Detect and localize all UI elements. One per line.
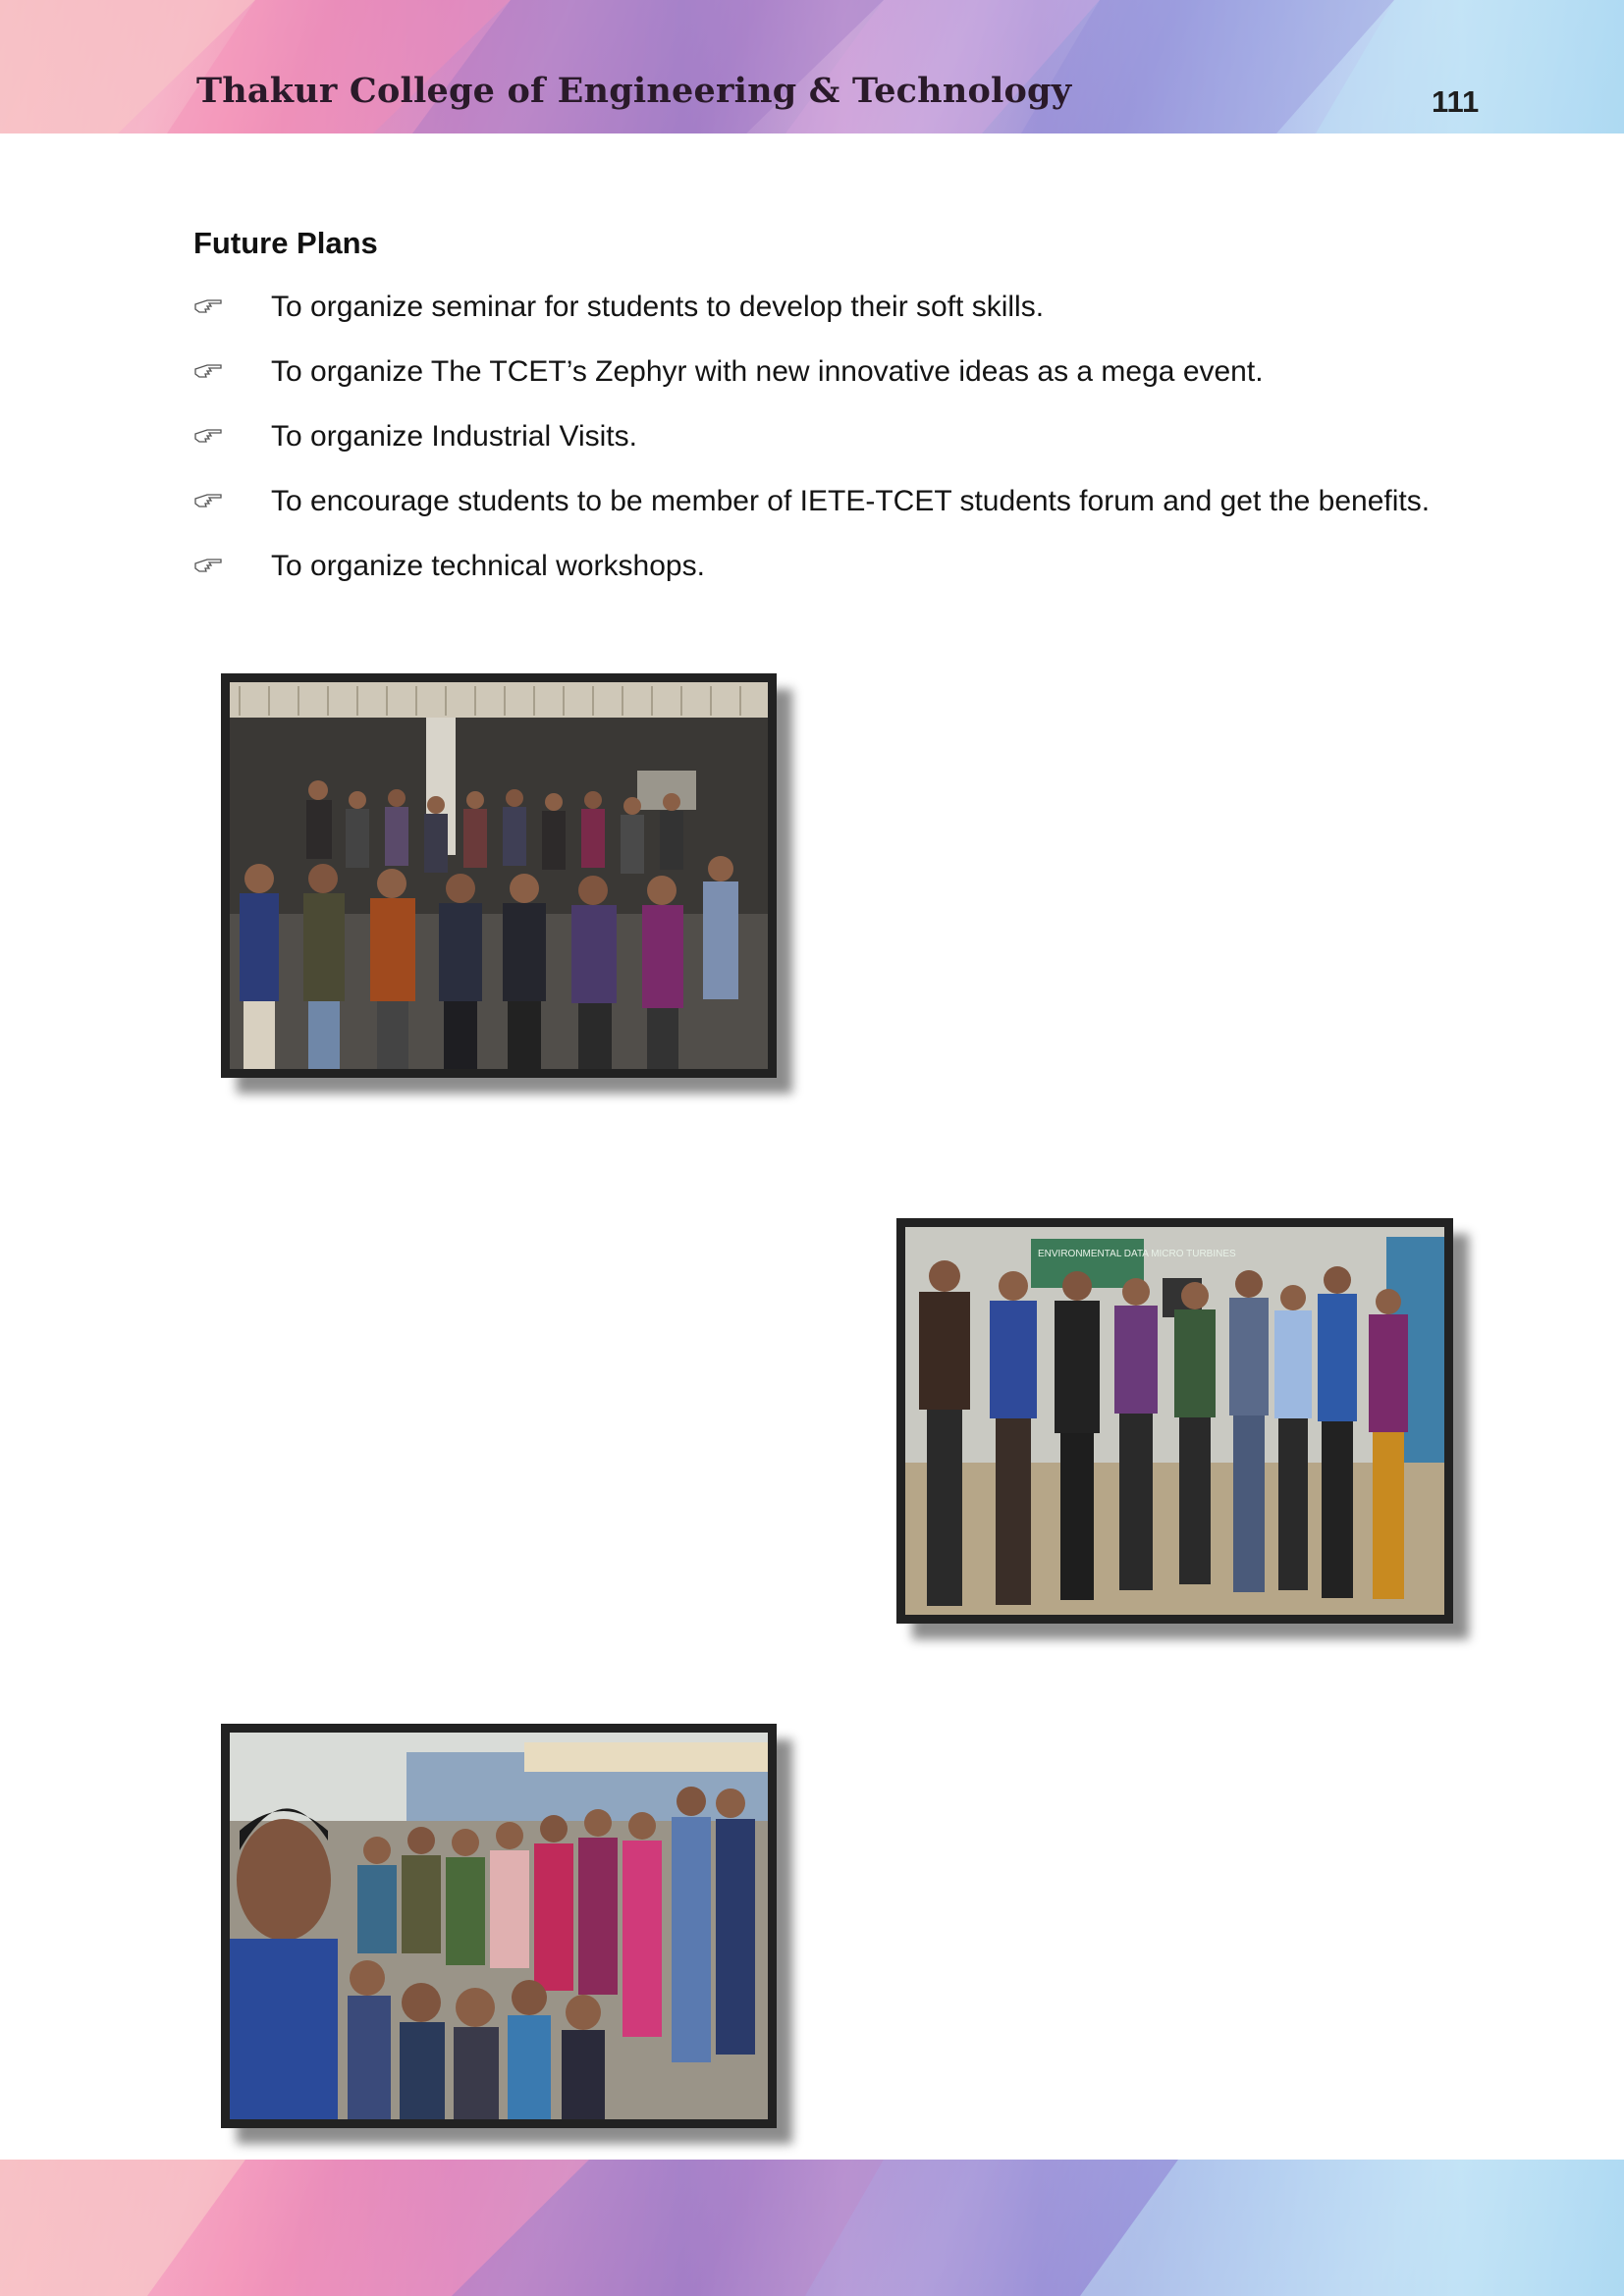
group-photo-visit — [896, 1218, 1453, 1624]
pointing-hand-icon — [193, 491, 223, 510]
plan-text: To organize technical workshops. — [271, 550, 705, 582]
group-selfie-photo — [221, 1724, 777, 2128]
header-title: Thakur College of Engineering & Technology — [196, 71, 1072, 111]
sign-text: ENVIRONMENTAL DATA MICRO TURBINES — [1038, 1249, 1236, 1259]
pointing-hand-icon — [193, 361, 223, 381]
banner-decoration — [0, 0, 1624, 133]
pointing-hand-icon — [193, 426, 223, 446]
group-photo-building-image — [230, 682, 768, 1069]
plan-text: To organize Industrial Visits. — [271, 420, 637, 453]
pointing-hand-icon — [193, 556, 223, 575]
plan-text: To encourage students to be member of IETE-TCET students forum and get the benefits. — [271, 485, 1431, 517]
plan-text: To organize The TCET’s Zephyr with new innovative ideas as a mega event. — [271, 355, 1264, 388]
pointing-hand-icon — [193, 296, 223, 316]
page-number: 111 — [1432, 84, 1480, 119]
section-heading: Future Plans — [193, 226, 378, 260]
header-banner — [0, 0, 1624, 133]
group-photo-building — [221, 673, 777, 1078]
banner-decoration — [0, 2160, 1624, 2296]
group-photo-visit-image — [905, 1227, 1444, 1615]
group-selfie-photo-image — [230, 1733, 768, 2119]
footer-banner — [0, 2160, 1624, 2296]
plan-text: To organize seminar for students to develop their soft skills. — [271, 291, 1045, 323]
